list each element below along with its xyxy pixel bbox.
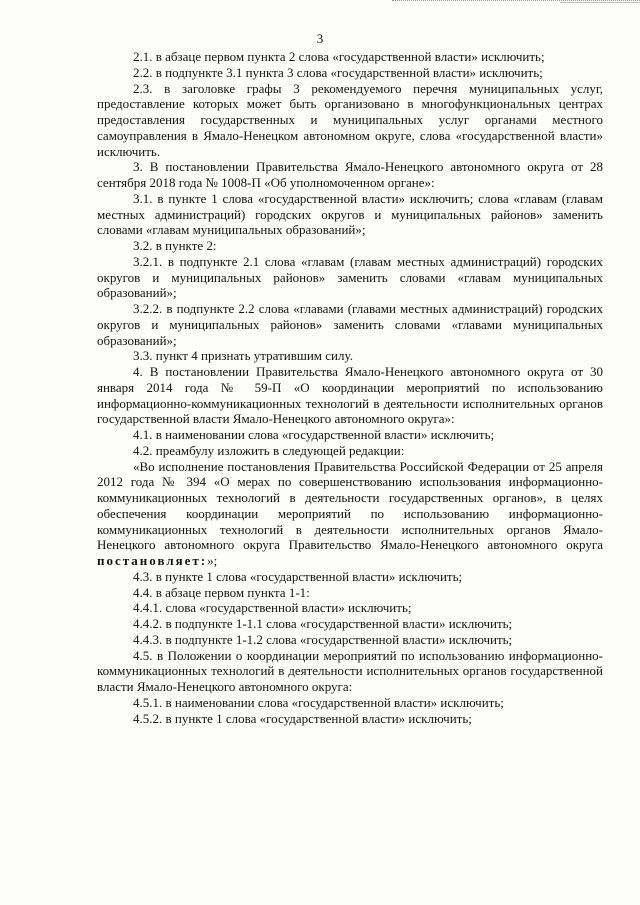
preamble-quote-text: «Во исполнение постановления Правительства Российской Федерации от 25 апреля 2012 года № 394 «О мерах по совершенствованию использования информационно-коммуникационных технологий в деятельности государственных органов», в целях обеспечения координации мероприятий по использованию информационно-коммуникационных технологий в деятельности исполнительных органов Ямало-Ненецкого автономного округа Правительство Ямало-Ненецкого автономного округа bbox=[97, 458, 603, 553]
scan-edge-line-secondary bbox=[560, 2, 640, 3]
preamble-quote-end: »; bbox=[207, 553, 218, 568]
paragraph-4-4: 4.4. в абзаце первом пункта 1-1: bbox=[133, 584, 310, 600]
preamble-quote bbox=[97, 459, 603, 569]
paragraph-4-1: 4.1. в наименовании слова «государственной власти» исключить; bbox=[133, 427, 495, 442]
scan-edge-line bbox=[392, 0, 640, 1]
paragraph-3: 3. В постановлении Правительства Ямало-Ненецкого автономного округа от 28 сентября 2018 года № 1008-П «Об уполномоченном органе»: bbox=[97, 159, 603, 190]
page-number: 3 bbox=[316, 31, 324, 46]
paragraph-3-2-1: 3.2.1. в подпункте 2.1 слова «главам (главам местных администраций) городских округов и муниципальных районов» заменить словами «главам муниципальных образований»; bbox=[97, 253, 603, 301]
paragraph-4-2: 4.2. преамбулу изложить в следующей редакции: bbox=[133, 442, 405, 458]
paragraph-4-4-3: 4.4.3. в подпункте 1-1.2 слова «государственной власти» исключить; bbox=[133, 631, 513, 647]
paragraph-2-3: 2.3. в заголовке графы 3 рекомендуемого перечня муниципальных услуг, предоставление которых может быть организовано в многофункциональных центрах предоставления государственных и муниципальных услуг органами местного самоуправления в Ямало-Ненецком автономном округе, слова «государственной власти» исключить. bbox=[97, 80, 603, 159]
paragraph-3-2-2: 3.2.2. в подпункте 2.2 слова «главами (главами местных администраций) городских округов и муниципальных районов» заменить словами «главами муниципальных образований»; bbox=[97, 301, 603, 348]
paragraph-3-2: 3.2. в пункте 2: bbox=[133, 238, 217, 253]
paragraph-2-1: 2.1. в абзаце первом пункта 2 слова «государственной власти» исключить; bbox=[133, 49, 545, 64]
paragraph-4-5-2: 4.5.2. в пункте 1 слова «государственной власти» исключить; bbox=[133, 710, 472, 726]
paragraph-2-2: 2.2. в подпункте 3.1 пункта 3 слова «государственной власти» исключить; bbox=[133, 64, 543, 80]
paragraph-4-5-1: 4.5.1. в наименовании слова «государственной власти» исключить; bbox=[133, 694, 504, 710]
paragraph-3-3: 3.3. пункт 4 признать утратившим силу. bbox=[133, 348, 353, 364]
preamble-emphasis: постановляет: bbox=[97, 553, 208, 568]
paragraph-4-4-2: 4.4.2. в подпункте 1-1.1 слова «государственной власти» исключить; bbox=[133, 616, 513, 631]
paragraph-4-3: 4.3. в пункте 1 слова «государственной власти» исключить; bbox=[133, 568, 463, 584]
paragraph-4-4-1: 4.4.1. слова «государственной власти» исключить; bbox=[133, 600, 412, 616]
document-body bbox=[97, 49, 603, 726]
paragraph-4-5: 4.5. в Положении о координации мероприятий по использованию информационно-коммуникационных технологий в деятельности исполнительных органов государственной власти Ямало-Ненецкого автономного округа: bbox=[97, 647, 603, 694]
paragraph-3-1: 3.1. в пункте 1 слова «государственной власти» исключить; слова «главам (главам местных администраций) городских округов и муниципальных районов» заменить словами «главам муниципальных образований»; bbox=[97, 190, 603, 238]
paragraph-4: 4. В постановлении Правительства Ямало-Ненецкого автономного округа от 30 января 2014 года № 59-П «О координации мероприятий по использованию информационно-коммуникационных технологий в деятельности исполнительных органов государственной власти Ямало-Ненецкого автономного округа»: bbox=[97, 364, 603, 427]
